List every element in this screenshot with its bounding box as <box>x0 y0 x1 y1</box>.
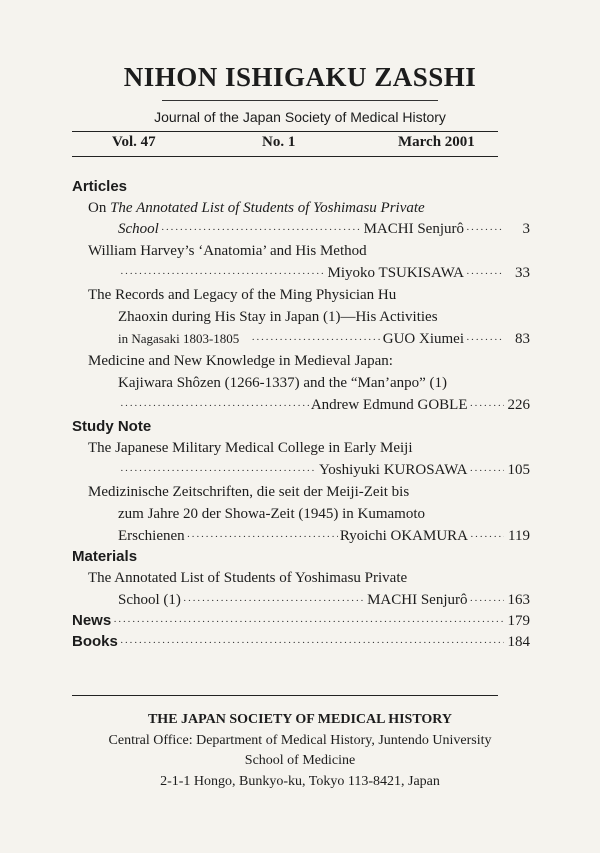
toc-author: MACHI Senjurô <box>363 221 464 237</box>
toc-entry-title: On The Annotated List of Students of Yoshimasu Private <box>88 200 425 216</box>
toc-entry: Erschienen ····· Ryoichi OKAMURA ····· 119 <box>118 528 530 545</box>
toc-author: Andrew Edmund GOBLE <box>310 397 468 413</box>
toc-entry-title: Zhaoxin during His Stay in Japan (1)—His Activities <box>118 309 438 325</box>
section-books: Books <box>72 633 118 650</box>
journal-title: NIHON ISHIGAKU ZASSHI <box>123 62 477 92</box>
toc-page: 83 <box>515 331 530 347</box>
footer-rule <box>72 695 498 696</box>
section-news: News <box>72 612 112 629</box>
toc-entry-title: The Annotated List of Students of Yoshimasu Private <box>88 570 408 586</box>
toc-page: 33 <box>515 265 530 281</box>
toc-page: 3 <box>522 221 530 237</box>
toc-author: Ryoichi OKAMURA <box>339 528 468 544</box>
society-name: THE JAPAN SOCIETY OF MEDICAL HISTORY <box>147 712 453 727</box>
toc-author: Yoshiyuki KUROSAWA <box>318 462 468 478</box>
toc-author: MACHI Senjurô <box>367 592 468 608</box>
section-articles: Articles <box>72 178 128 195</box>
toc-entry <box>118 462 530 479</box>
section-materials: Materials <box>72 548 138 565</box>
toc-entry: in Nagasaki 1803-1805 ····· GUO Xiumei ····· 83 <box>118 331 530 348</box>
toc-entry <box>118 397 530 414</box>
toc-entry: School ····· MACHI Senjurô ····· 3 <box>118 221 530 238</box>
toc-author: Miyoko TSUKISAWA <box>327 265 464 281</box>
toc-page: 184 <box>507 634 530 650</box>
toc-page: 179 <box>507 613 530 629</box>
toc-page: 226 <box>507 397 530 413</box>
office-line-1: Central Office: Department of Medical History, Juntendo University <box>108 733 492 748</box>
journal-subtitle: Journal of the Japan Society of Medical History <box>154 109 446 125</box>
toc-entry-title: The Records and Legacy of the Ming Physician Hu <box>88 287 397 303</box>
toc-author: GUO Xiumei <box>382 331 464 347</box>
number-label: No. 1 <box>262 134 296 150</box>
toc-entry-books <box>72 633 530 651</box>
toc-entry-title: zum Jahre 20 der Showa-Zeit (1945) in Kumamoto <box>118 506 426 522</box>
address: 2-1-1 Hongo, Bunkyo-ku, Tokyo 113-8421, Japan <box>160 774 440 789</box>
section-study-note: Study Note <box>72 418 152 435</box>
toc-entry-title: The Japanese Military Medical College in Early Meiji <box>88 440 413 456</box>
toc-entry-title: William Harvey’s ‘Anatomia’ and His Method <box>88 243 367 259</box>
toc-entry-title: Medicine and New Knowledge in Medieval Japan: <box>88 353 393 369</box>
issue-date: March 2001 <box>398 134 475 150</box>
toc-page: 105 <box>507 462 530 478</box>
toc-entry: School (1) ····· MACHI Senjurô ····· 163 <box>118 592 530 609</box>
toc-entry-news <box>72 612 530 630</box>
toc-entry-title: Medizinische Zeitschriften, die seit der Meiji-Zeit bis <box>88 484 410 500</box>
title-rule <box>162 100 438 101</box>
toc-entry <box>118 265 530 282</box>
volume-label: Vol. 47 <box>112 134 156 150</box>
toc-entry-title: Kajiwara Shôzen (1266-1337) and the “Man’anpo” (1) <box>118 375 448 391</box>
toc-page: 163 <box>507 592 530 608</box>
toc-page: 119 <box>508 528 530 544</box>
office-line-2: School of Medicine <box>244 753 356 768</box>
